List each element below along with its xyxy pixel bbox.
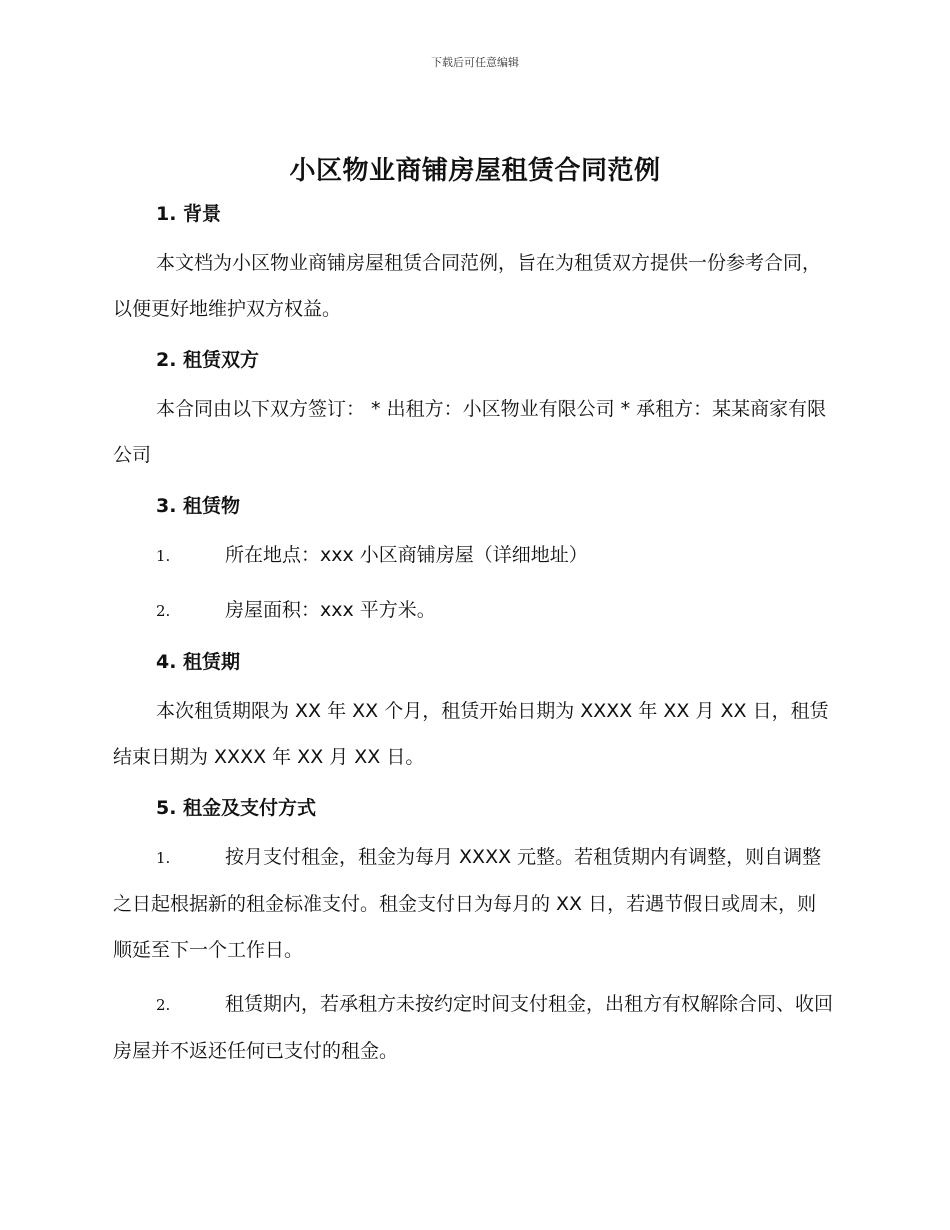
list-item-text: 房屋面积：xxx 平方米。 <box>225 599 436 621</box>
section-heading-term: 4. 租赁期 <box>156 651 241 673</box>
list-item-number: 2. <box>156 996 171 1014</box>
list-item-number: 2. <box>156 602 171 620</box>
document-body <box>113 196 835 1074</box>
list-item-number: 1. <box>156 547 171 565</box>
list-item <box>113 981 835 1074</box>
section-heading-rent: 5. 租金及支付方式 <box>156 797 317 819</box>
page-header-note: 下载后可任意编辑 <box>431 56 519 69</box>
section-heading-background: 1. 背景 <box>156 203 222 225</box>
list-item-text: 租赁期内，若承租方未按约定时间支付租金，出租方有权解除合同、收回房屋并不返还任何已支付的租金。 <box>113 993 834 1062</box>
section-paragraph-parties: 本合同由以下双方签订： * 出租方：小区物业有限公司 * 承租方：某某商家有限公司 <box>113 398 827 466</box>
document-title: 小区物业商铺房屋租赁合同范例 <box>289 156 661 186</box>
section-paragraph-term: 本次租赁期限为 XX 年 XX 个月，租赁开始日期为 XXXX 年 XX 月 XX 日，租赁结束日期为 XXXX 年 XX 月 XX 日。 <box>113 700 829 768</box>
list-item-text: 按月支付租金，租金为每月 XXXX 元整。若租赁期内有调整，则自调整之日起根据新的租金标准支付。租金支付日为每月的 XX 日，若遇节假日或周末，则顺延至下一个工作日。 <box>113 846 822 961</box>
section-heading-parties: 2. 租赁双方 <box>156 349 260 371</box>
section-paragraph-background: 本文档为小区物业商铺房屋租赁合同范例，旨在为租赁双方提供一份参考合同，以便更好地维护双方权益。 <box>113 252 822 320</box>
section-heading-property: 3. 租赁物 <box>156 495 241 517</box>
list-item-text: 所在地点：xxx 小区商铺房屋（详细地址） <box>225 544 588 566</box>
list-item <box>113 532 835 579</box>
list-item-number: 1. <box>156 849 171 867</box>
list-item <box>113 834 835 973</box>
list-item <box>113 587 835 634</box>
